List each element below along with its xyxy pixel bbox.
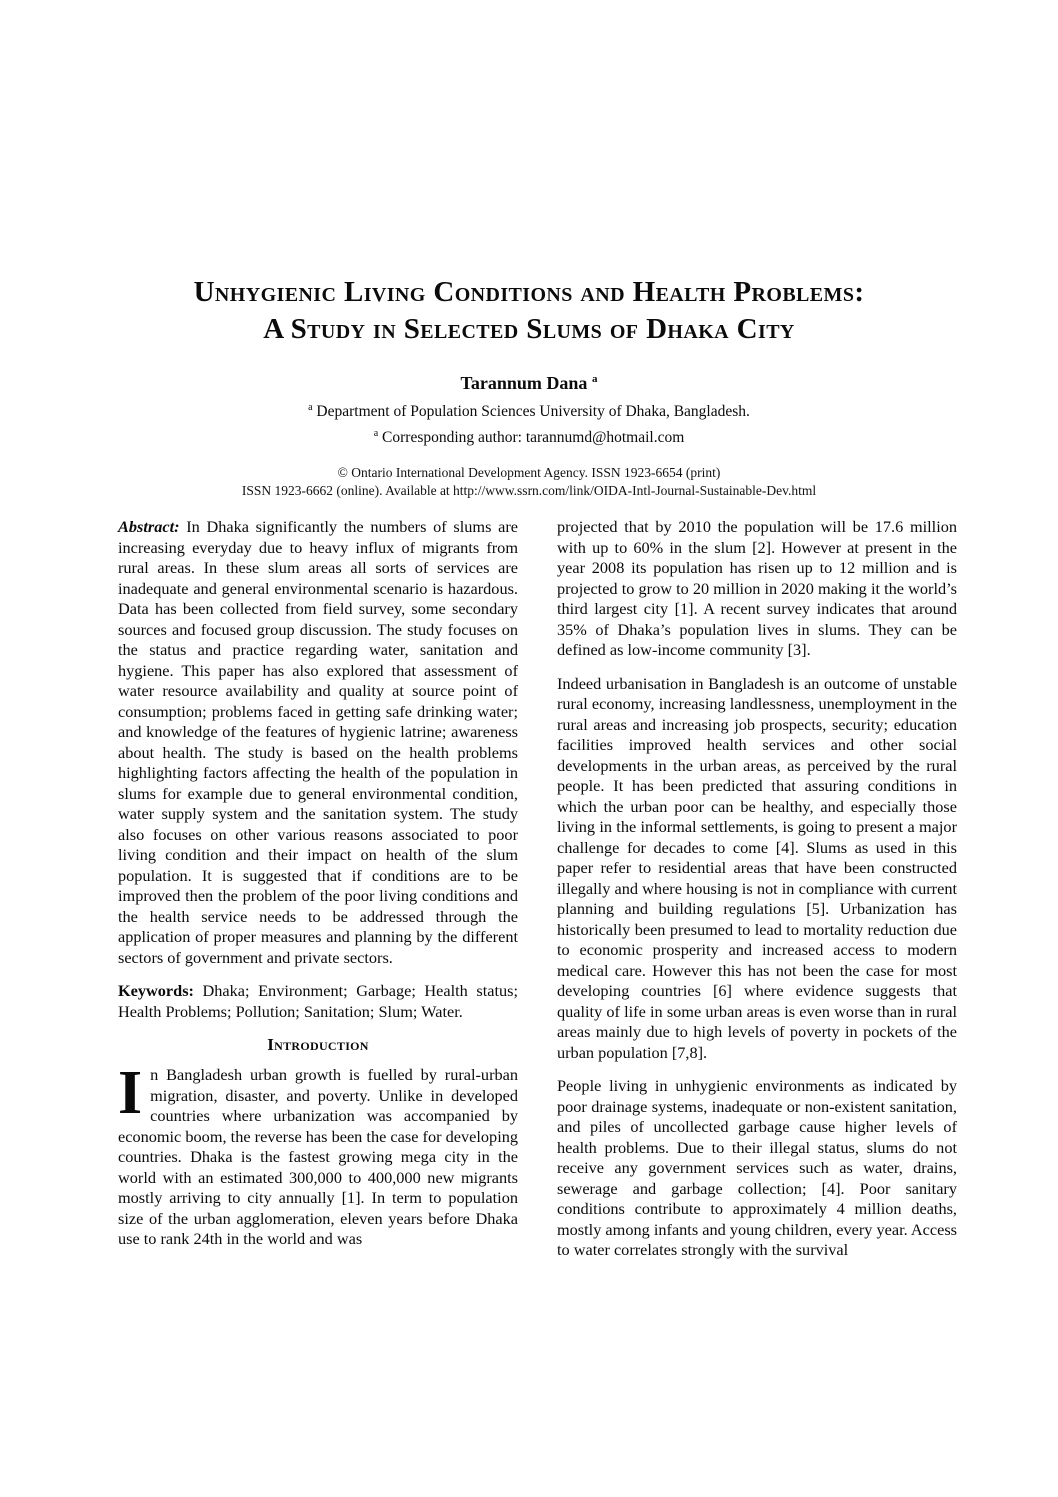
author-line bbox=[0, 368, 1058, 394]
introduction-text: n Bangladesh urban growth is fuelled by rural-urban migration, disaster, and poverty. Unlike in developed countries where urbanization was accompanied by economic boom, the reverse has been the case for developing countries. Dhaka is the fastest growing mega city in the world with an estimated 300,000 to 400,000 new migrants mostly arriving to city annually [1]. In term to population size of the urban agglomeration, eleven years before Dhaka use to rank 24th in the world and was bbox=[118, 1065, 518, 1248]
affiliation-line bbox=[0, 397, 1058, 423]
keywords-paragraph bbox=[118, 981, 518, 1022]
introduction-paragraph bbox=[118, 1059, 518, 1250]
keywords-text: Dhaka; Environment; Garbage; Health status; Health Problems; Pollution; Sanitation; Slum; Water. bbox=[118, 981, 518, 1021]
keywords-label: Keywords: bbox=[118, 981, 194, 1000]
corresponding-author-text: Corresponding author: tarannumd@hotmail.com bbox=[382, 428, 685, 446]
abstract-label: Abstract: bbox=[118, 517, 180, 536]
right-column bbox=[557, 517, 957, 1274]
abstract-text: In Dhaka significantly the numbers of slums are increasing everyday due to heavy influx of migrants from rural areas. In these slum areas all sorts of services are inadequate and general environmental scenario is hazardous. Data has been collected from field survey, some secondary sources and focused group discussion. The study focuses on the status and practice regarding water, sanitation and hygiene. This paper has also explored that assessment of water resource availability and quality at source point of consumption; problems faced in getting safe drinking water; and knowledge of the features of hygienic latrine; awareness about health. The study is based on the health problems highlighting factors affecting the health of the population in slums for example due to general environmental condition, water supply system and the sanitation system. The study also focuses on other various reasons associated to poor living condition and their impact on health of the slum population. It is suggested that if conditions are to be improved then the problem of the poor living conditions and the health service needs to be addressed through the application of proper measures and planning by the different sectors of government and private sectors. bbox=[118, 517, 518, 967]
paper-header bbox=[0, 274, 1058, 499]
publisher-line-1: © Ontario International Development Agency. ISSN 1923-6654 (print) bbox=[337, 465, 721, 481]
body-paragraph-1: projected that by 2010 the population will be 17.6 million with up to 60% in the slum [2]. However at present in the year 2008 its population has risen up to 12 million and is projected to grow to 20 million in 2020 making it the world’s third largest city [1]. A recent survey indicates that around 35% of Dhaka’s population lives in slums. They can be defined as low-income community [3]. bbox=[557, 517, 957, 659]
affiliation-superscript: a bbox=[308, 402, 313, 413]
left-column bbox=[118, 517, 518, 1263]
publisher-line-2: ISSN 1923-6662 (online). Available at http://www.ssrn.com/link/OIDA-Intl-Journal-Sustainable-Dev.html bbox=[241, 482, 817, 498]
body-paragraph-2: Indeed urbanisation in Bangladesh is an outcome of unstable rural economy, increasing landlessness, unemployment in the rural areas and increasing job prospects, security; education facilities improved health services and other social developments in the urban areas, as perceived by the rural people. It has been predicted that assuring conditions in which the urban poor can be healthy, and especially those living in the informal settlements, is going to present a major challenge for decades to come [4]. Slums as used in this paper refer to residential areas that have been constructed illegally and where housing is not in compliance with current planning and building regulations [5]. Urbanization has historically been presumed to lead to mortality reduction due to economic prosperity and increased access to modern medical care. However this has not been the case for most developing countries [6] where evidence suggests that quality of life in some urban areas is even worse than in rural areas mainly due to high levels of poverty in pockets of the urban population [7,8]. bbox=[557, 673, 957, 1062]
corresponding-superscript: a bbox=[373, 427, 379, 439]
affiliation-block bbox=[0, 397, 1058, 448]
paper-title-line-2: A Study in Selected Slums of Dhaka City bbox=[263, 313, 795, 345]
dropcap-letter: I bbox=[118, 1059, 143, 1127]
introduction-heading: Introduction bbox=[267, 1035, 369, 1054]
author-superscript: a bbox=[591, 373, 598, 385]
corresponding-author-line bbox=[0, 423, 1058, 449]
body-paragraph-3: People living in unhygienic environments as indicated by poor drainage systems, inadequate or non-existent sanitation, and piles of uncollected garbage cause higher levels of health problems. Due to their illegal status, slums do not receive any government services such as water, drains, sewerage and garbage collection; [4]. Poor sanitary conditions contribute to approximately 4 million deaths, mostly among infants and young children, every year. Access to water correlates strongly with the survival bbox=[557, 1076, 957, 1259]
affiliation-text: Department of Population Sciences University of Dhaka, Bangladesh. bbox=[316, 403, 750, 421]
paper-title-line-1: Unhygienic Living Conditions and Health Problems: bbox=[193, 276, 865, 308]
author-name: Tarannum Dana bbox=[460, 373, 588, 393]
abstract-paragraph bbox=[118, 517, 518, 968]
publisher-block bbox=[0, 464, 1058, 499]
